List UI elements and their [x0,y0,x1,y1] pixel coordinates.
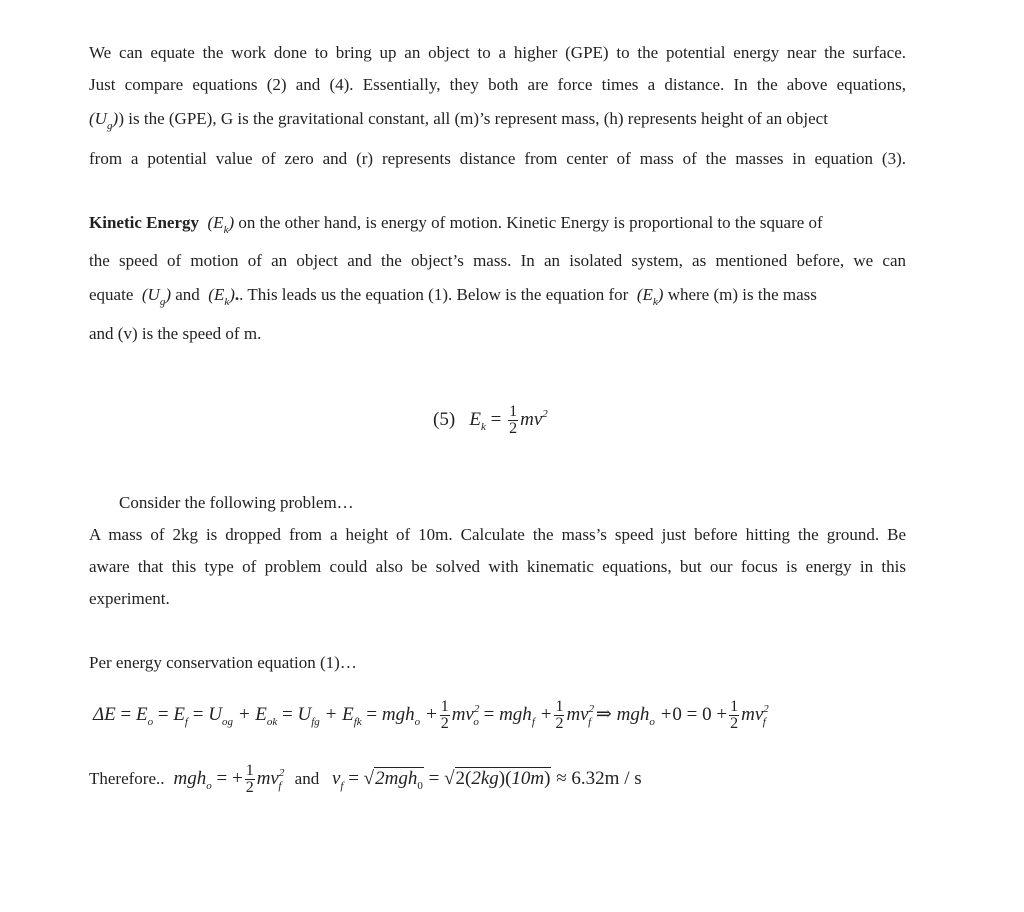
problem-line1: A mass of 2kg is dropped from a height of 10m. Calculate the mass’s speed just before hitting the ground. Be [89,525,906,544]
paragraph1-line3-text: ) is the (GPE), G is the gravitational constant, all (m)’s represent mass, (h) represents height of an object [118,109,828,128]
ug-symbol: $(U_g)$ [89,109,119,132]
paragraph2-line2: the speed of motion of an object and the object’s mass. In an isolated system, as mentioned before, we can [89,251,906,270]
paragraph1-line4: from a potential value of zero and (r) represents distance from center of mass of the masses in equation (3). [89,149,906,168]
paragraph1-line1: We can equate the work done to bring up an object to a higher (GPE) to the potential energy near the surface. [89,43,906,62]
problem-line2: aware that this type of problem could also be solved with kinematic equations, but our focus is energy in this [89,557,906,576]
paragraph2-line3: equate $(U_g)$ and $(E_k)$.. This leads us the equation (1). Below is the equation for $(E_k)$ where (m) is the mass [89,285,817,308]
therefore-label: Therefore.. [89,768,165,788]
paragraph1-line2: Just compare equations (2) and (4). Essentially, they both are force times a distance. In the above equations, [89,75,906,94]
paragraph2-line1 [89,212,823,236]
problem-line3: experiment. [89,589,170,608]
problem-intro: Consider the following problem… [119,493,354,512]
speed-result: ≈ 6.32m / s [556,767,642,789]
equation-5: (5) $E_k$ = $\frac{1}{2}$ $mv^2$ [433,403,548,437]
paragraph2-line4: and (v) is the speed of m. [89,324,262,343]
paragraph1-line3 [89,108,828,132]
ek-symbol: $(E_k)$ [203,213,235,236]
conservation-intro: Per energy conservation equation (1)… [89,653,357,672]
velocity-equation: $v_f = √2mgh_0 = √2(2kg)(10m)$ [331,767,551,792]
therefore-line: Therefore.. mgh$_o$ = + $\frac{1}{2}$ $mv^2_f$ and $v_f = √2mgh_0 = √2(2kg)(10m) \approx 6.32m / s$ [89,762,642,796]
kinetic-energy-term: Kinetic Energy [89,213,200,232]
therefore-equation: mgh$_o$ = + $\frac{1}{2}$ $mv^2_f$ [168,762,285,796]
energy-conservation-equation: $\Delta E = E_o = E_f = U_{og} + E_{ok} = U_{fg} + E_{fk} = mgh_o$ + $\frac{1}{2}$ $mv^2_o = mgh_f$ + $\frac{1}{2}$ $mv^2_f$ ⇒ mgh$_o$ +0 = 0 + $\frac{1}{2}$ $mv^2_f$ [93,698,769,732]
paragraph2-line1-text: on the other hand, is energy of motion. Kinetic Energy is proportional to the square of [238,213,823,232]
